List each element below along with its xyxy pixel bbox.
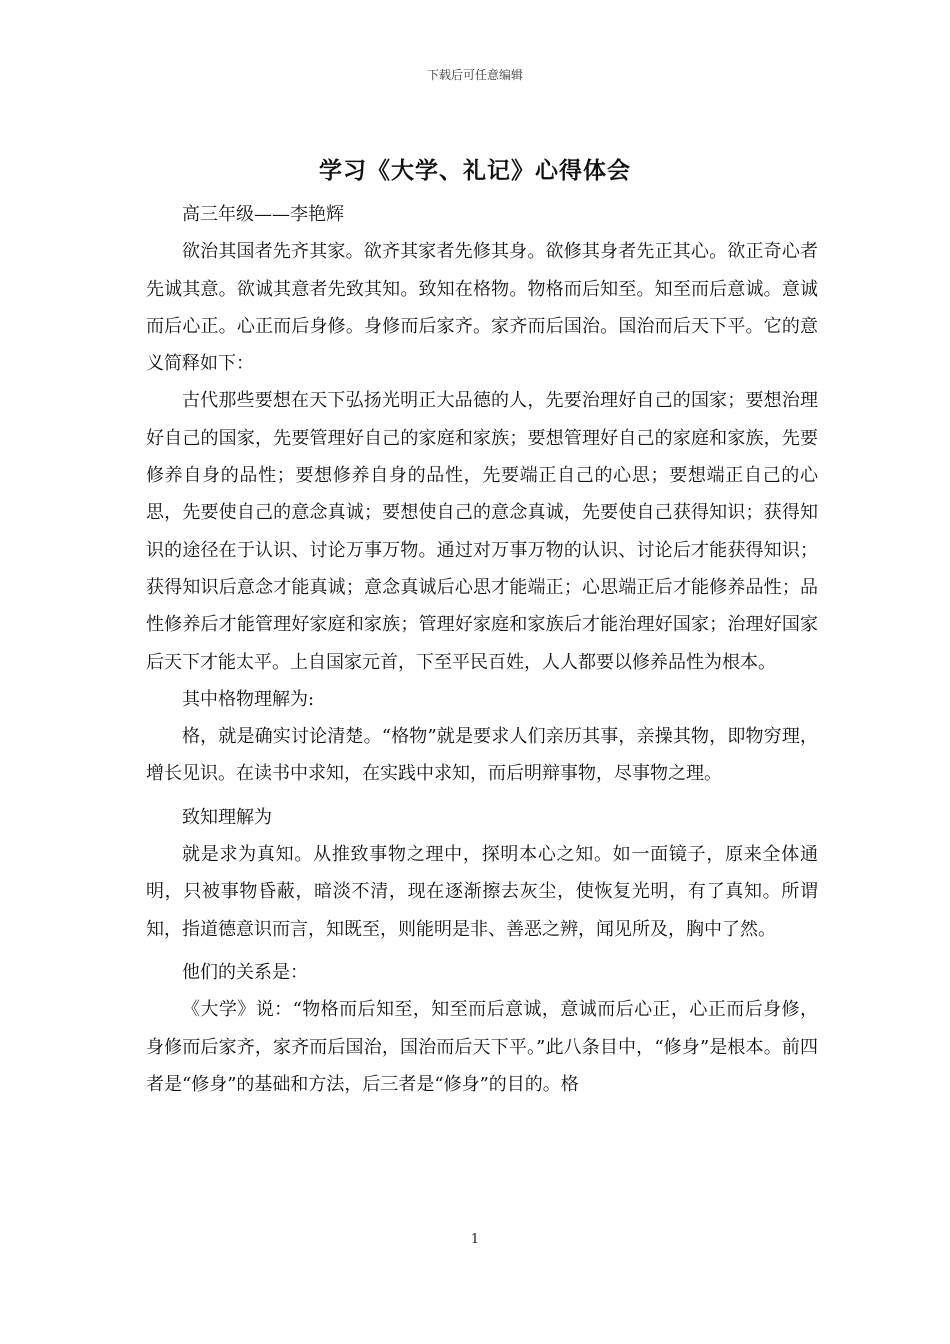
- page-number: 1: [470, 1232, 480, 1247]
- document-title: 学习《大学、礼记》心得体会: [319, 158, 631, 184]
- paragraph: 就是求为真知。从推致事物之理中，探明本心之知。如一面镜子，原来全体通明，只被事物昏蔽，暗淡不清，现在逐渐擦去灰尘，使恢复光明，有了真知。所谓知，指道德意识而言，知既至，则能明是非、善恶之辨，闻见所及，胸中了然。: [146, 844, 818, 940]
- paragraph: 他们的关系是：: [182, 961, 308, 983]
- page-header: 下载后可任意编辑: [426, 68, 523, 82]
- paragraph: 《大学》说：“物格而后知至，知至而后意诚，意诚而后心正，心正而后身修，身修而后家齐，家齐而后国治，国治而后天下平。”此八条目中，“修身”是根本。前四者是“修身”的基础和方法，后三者是“修身”的目的。格: [146, 999, 818, 1095]
- paragraph: 其中格物理解为:: [182, 688, 315, 710]
- paragraph: 格，就是确实讨论清楚。“格物”就是要求人们亲历其事，亲操其物，即物穷理，增长见识。在读书中求知，在实践中求知，而后明辩事物，尽事物之理。: [146, 726, 818, 785]
- author-line: 高三年级——李艳辉: [182, 204, 344, 225]
- paragraph: 古代那些要想在天下弘扬光明正大品德的人，先要治理好自己的国家；要想治理好自己的国家，先要管理好自己的家庭和家族；要想管理好自己的家庭和家族，先要修养自身的品性；要想修养自身的品性，先要端正自己的心思；要想端正自己的心思，先要使自己的意念真诚；要想使自己的意念真诚，先要使自己获得知识；获得知识的途径在于认识、讨论万事万物。通过对万事万物的认识、讨论后才能获得知识；获得知识后意念才能真诚；意念真诚后心思才能端正；心思端正后才能修养品性；品性修养后才能管理好家庭和家族；管理好家庭和家族后才能治理好国家；治理好国家后天下才能太平。上自国家元首，下至平民百姓，人人都要以修养品性为根本。: [146, 390, 818, 673]
- paragraph: 欲治其国者先齐其家。欲齐其家者先修其身。欲修其身者先正其心。欲正奇心者先诚其意。欲诚其意者先致其知。致知在格物。物格而后知至。知至而后意诚。意诚而后心正。心正而后身修。身修而后家齐。家齐而后国治。国治而后天下平。它的意义简释如下：: [146, 241, 818, 375]
- paragraph: 致知理解为: [182, 806, 272, 828]
- document-body: [146, 196, 818, 1103]
